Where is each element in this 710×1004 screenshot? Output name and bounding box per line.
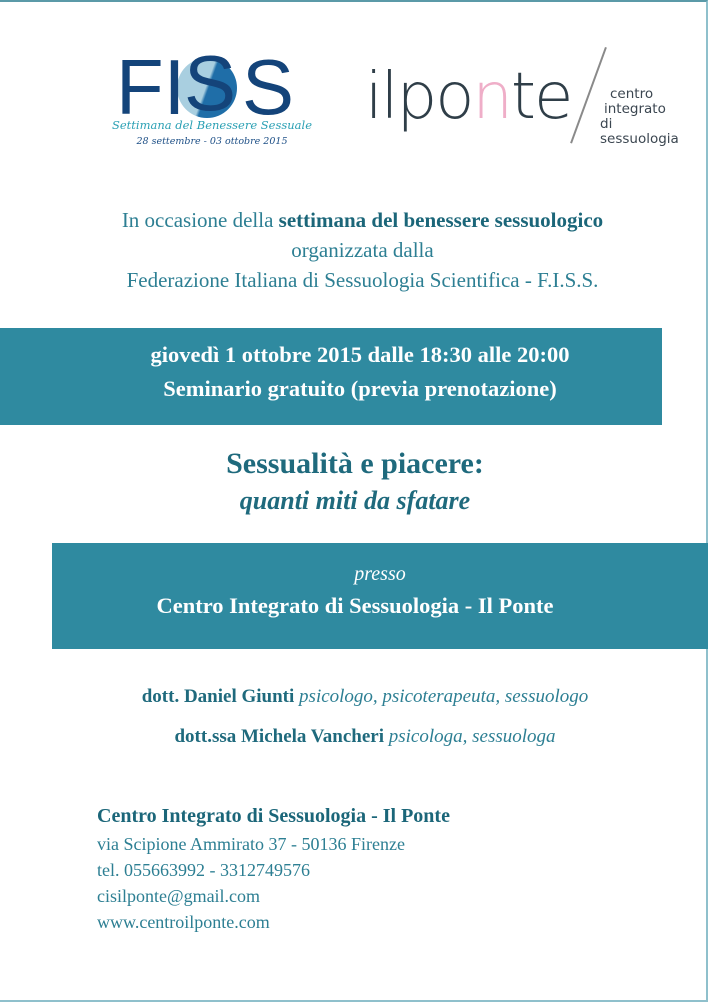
seminar-title-subtitle: quanti miti da sfatare: [239, 486, 471, 515]
contact-block: [97, 803, 450, 935]
fiss-subtitle: Settimana del Benessere Sessuale: [111, 118, 313, 132]
seminar-title: [0, 445, 710, 519]
venue-prefix: presso: [354, 563, 406, 585]
fiss-letter-s2: S: [242, 43, 295, 131]
speakers-list: [0, 677, 710, 757]
intro-line-3: Federazione Italiana di Sessuologia Scientifica - F.I.S.S.: [126, 268, 599, 292]
fiss-letter-s1: S: [184, 39, 237, 127]
intro-line-2: organizzata dalla: [291, 238, 434, 262]
il-ponte-logo: [365, 45, 685, 155]
event-datetime: giovedì 1 ottobre 2015 dalle 18:30 alle 20:00: [150, 342, 570, 367]
contact-org: Centro Integrato di Sessuologia - Il Ponte: [97, 805, 450, 827]
speaker-item: dott.ssa Michela Vancheri psicologa, sessuologa: [174, 726, 556, 747]
fiss-letters: FI: [116, 43, 186, 131]
contact-address: via Scipione Ammirato 37 - 50136 Firenze: [97, 834, 405, 854]
intro-text: [0, 205, 710, 295]
contact-phone: tel. 055663992 - 3312749576: [97, 860, 310, 880]
contact-email[interactable]: cisilponte@gmail.com: [97, 886, 261, 906]
intro-line-1: In occasione della settimana del benessere sessuologico: [121, 208, 604, 232]
il-ponte-wordmark: ilponte: [365, 60, 572, 134]
fiss-logo: [111, 39, 313, 162]
venue-banner: [52, 543, 708, 649]
speaker-item: dott. Daniel Giunti psicologo, psicoterapeuta, sessuologo: [141, 686, 589, 707]
venue-name: Centro Integrato di Sessuologia - Il Ponte: [156, 593, 554, 618]
il-ponte-tagline: centro integrato di sessuologia: [600, 86, 679, 147]
event-type: Seminario gratuito (previa prenotazione): [163, 376, 557, 401]
contact-website[interactable]: www.centroilponte.com: [97, 912, 270, 932]
event-banner: [0, 328, 662, 425]
seminar-title-main: Sessualità e piacere:: [226, 447, 484, 480]
fiss-dates: 28 settembre - 03 ottobre 2015: [136, 136, 288, 147]
